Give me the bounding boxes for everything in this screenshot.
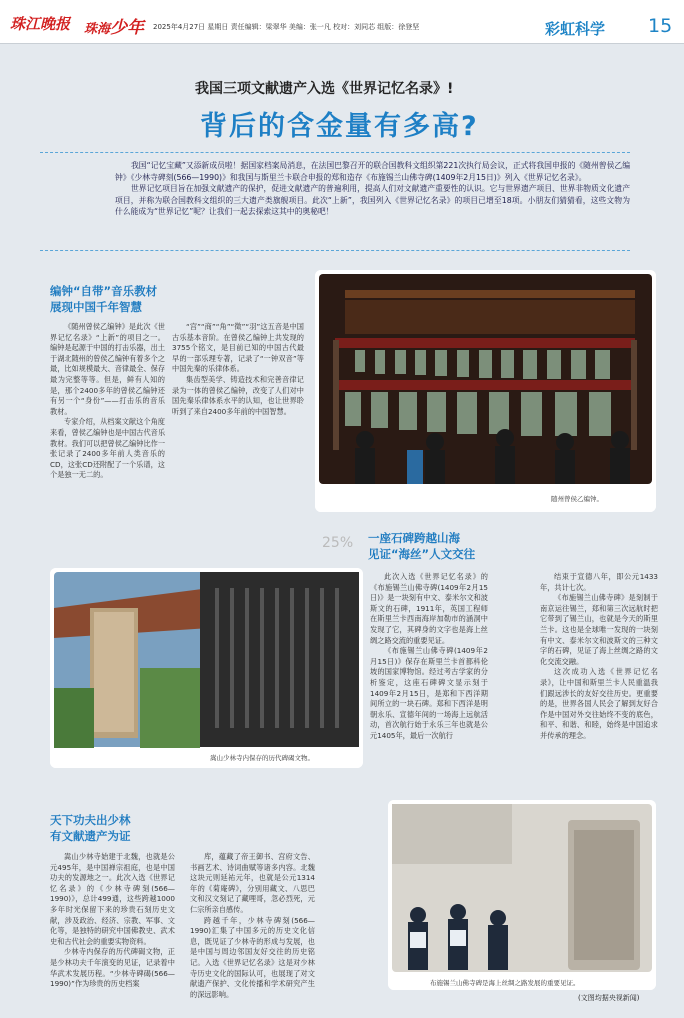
newspaper-logo: 珠江晚报 bbox=[10, 15, 71, 33]
paragraph: 嵩山少林寺始建于北魏，也就是公元495年，是中国禅宗祖庭，也是中国功夫的发源地之一。此次入选《世界记忆名录》的《少林寺碑刻(566—1990)》，总计499通，这些跨越1000多年时光保留下来的珍贵石刻历史文献，涉及政治、经济、宗教、军事、文化等，是独特的研究中国佛教史、武术史和古代社会的重要实物资料。 bbox=[50, 852, 175, 946]
paragraph: 集齿型美学、铸造技术和完善音律记录为一体的曾侯乙编钟，改变了人们对中国先秦乐律体系水平的认知，也让世界聆听到了来自2400多年前的中国智慧。 bbox=[172, 374, 304, 416]
stele-text-col1 bbox=[370, 572, 488, 742]
paragraph: 此次入选《世界记忆名录》的《布施锡兰山佛寺碑(1409年2月15日)》是一块刻有中文、泰米尔文和波斯文的石碑，1911年，英国工程师在斯里兰卡西南海岸加勒市的涵洞中发现了它，其碑身的文字也是海上丝绸之路交流的重要见证。 bbox=[370, 572, 488, 645]
bianzhong-heading-line1: 编钟“自带”音乐教材 bbox=[50, 284, 158, 298]
paragraph: 这次成功入选《世界记忆名录》，让中国和斯里兰卡人民重温我们跟远涉长的友好交往历史。更重要的是，世界各国人民会了解到友好合作是中国对外交往始终不变的底色，和平、和谐、和睦，始终是中国追求并传承的理念。 bbox=[540, 667, 658, 740]
intro-paragraph: 我国“记忆宝藏”又添新成员啦！据国家档案局消息，在法国巴黎召开的联合国教科文组织第221次执行局会议，正式将我国申报的《随州曾侯乙编钟》《少林寺碑刻(566—1990)》和我国与斯里兰卡联合申报的郑和造存《布施锡兰山佛寺碑(1409年2月15日)》列入《世界记忆名录》。 bbox=[115, 161, 630, 182]
paragraph: 专家介绍，从档案文献这个角度来看，曾侯乙编钟也是中国古代音乐教材。我们可以把曾侯乙编钟比作一张记录了2400多年前人类音乐的CD，这张CD还附配了一个乐谱，这个是独一无二的。 bbox=[50, 417, 166, 480]
paragraph: 结束于宣德八年，即公元1433年，共计七次。 bbox=[540, 572, 658, 592]
bianzhong-photo bbox=[315, 270, 656, 512]
shaolin-text-col2 bbox=[190, 852, 315, 1000]
divider-top bbox=[40, 152, 630, 153]
stele-heading-line1: 一座石碑跨越山海 bbox=[368, 531, 460, 545]
paragraph: “宫”“商”“角”“徵”“羽”这五音是中国古乐基本音阶。在曾侯乙编钟上共发现的3755个铭文，是目前已知的中国古代最早的一部乐理专著，记录了“一钟双音”等中国先秦的乐律体系。 bbox=[172, 322, 304, 374]
main-title: 背后的含金量有多高? bbox=[200, 111, 479, 142]
shaolin-stele-photo bbox=[50, 568, 363, 768]
subtitle: 我国三项文献遗产入选《世界记忆名录》! bbox=[195, 81, 454, 97]
page-number: 15 bbox=[648, 15, 673, 37]
paragraph: 《布施锡兰山佛寺碑(1409年2月15日)》保存在斯里兰卡首都科伦坡的国家博物馆。经过考古学家的分析鉴定，这座石碑碑文显示刻于1409年2月15日，是郑和下西洋期间所立的一块石碑。郑和下西洋是明朝永乐、宣德年间的一场海上远航活动，首次航行始于永乐三年也就是公元1405年，最后一次航行 bbox=[370, 646, 488, 740]
edition-meta: 2025年4月27日 星期日 责任编辑：梁翠华 美编：张一凡 校对：刘同芯 组版：徐登坚 bbox=[153, 23, 420, 31]
stele-museum-photo bbox=[388, 800, 656, 990]
bianzhong-text-col1 bbox=[50, 322, 165, 481]
section-name: 彩虹科学 bbox=[545, 20, 606, 38]
shaolin-stele-caption: 嵩山少林寺内保存的历代碑碣文物。 bbox=[210, 754, 314, 762]
supplement-logo bbox=[84, 13, 144, 38]
bianzhong-heading-line2: 展现中国千年智慧 bbox=[50, 300, 142, 314]
paragraph: 《随州曾侯乙编钟》是此次《世界记忆名录》“上新”的项目之一。编钟是起源于中国的打击乐器，出土于湖北随州的曾侯乙编钟有着多个之最，比如规模最大、音律最全、保存最为完整等等。但是，鲜有人知的是，那个2400多年的曾侯乙编钟还有另一个“身份”——打击乐的音乐教材。 bbox=[50, 322, 166, 416]
divider-bottom bbox=[40, 250, 630, 251]
bianzhong-caption: 随州曾侯乙编钟。 bbox=[551, 495, 603, 503]
supplement-logo-b: 少年 bbox=[110, 18, 145, 38]
bianzhong-text-col2 bbox=[172, 322, 304, 417]
shaolin-heading bbox=[50, 812, 131, 844]
paragraph: 《布施锡兰山佛寺碑》是刻制于南京运往锡兰，郑和第三次远航时把它带到了锡兰山，也就是今天的斯里兰卡。这也是全球唯一发现的一块刻有中文、泰米尔文和波斯文的三种文字的石碑，见证了海上丝绸之路的文化交流交融。 bbox=[540, 593, 658, 666]
shaolin-heading-line1: 天下功夫出少林 bbox=[50, 813, 131, 827]
supplement-logo-a: 珠海 bbox=[84, 22, 111, 37]
stele-heading bbox=[368, 530, 475, 562]
shaolin-text-col1 bbox=[50, 852, 175, 990]
masthead bbox=[0, 0, 684, 44]
museum-illustration bbox=[388, 800, 656, 990]
intro-text bbox=[115, 160, 630, 218]
page-overlay-percent: 25% bbox=[322, 535, 354, 551]
stele-text-col2 bbox=[540, 572, 658, 742]
bianzhong-illustration bbox=[315, 270, 656, 512]
paragraph: 少林寺内保存的历代碑碣文物，正是少林功夫千年演变的见证，记录着中华武术发展历程。“少林寺碑碣(566—1990)”作为珍贵的历史档案 bbox=[50, 947, 175, 989]
shaolin-illustration bbox=[50, 568, 363, 768]
photo-credit: (文图均据央视新闻) bbox=[578, 994, 640, 1002]
bianzhong-heading bbox=[50, 283, 157, 315]
intro-paragraph: 世界记忆项目旨在加强文献遗产的保护，促进文献遗产的普遍利用，提高人们对文献遗产重要性的认识。它与世界遗产项目、世界非物质文化遗产项目，并称为联合国教科文组织的三大遗产类旗舰项目。此次“上新”，我国列入《世界记忆名录》的项目已增至18项。小朋友们猜猜看，这些文物为什么能成为“世界记忆”呢？让我们一起去探索这其中的奥秘吧！ bbox=[115, 184, 630, 216]
paragraph: 库，蕴藏了帝王御书、宫府文告、书画艺术、诗词曲赋等诸多内容。北魏这块元则延祐元年，也就是公元1314年的《菊庵碑》，分别用藏文、八思巴文和汉文刻记了藏哩哥，忽必烈死，元仁宗所亲自感传。 bbox=[190, 852, 315, 914]
shaolin-heading-line2: 有文献遗产为证 bbox=[50, 829, 131, 843]
stele-heading-line2: 见证“海丝”人文交往 bbox=[368, 547, 476, 561]
paragraph: 跨越千年，少林寺碑刻(566—1990)汇集了中国多元的历史文化信息，既见证了少林寺的形成与发展，也是中国与周边邻国友好交往的历史铭记。入选《世界记忆名录》这是对少林寺历史文化的国际认可，也展现了对文献遗产保护、文化传播和学术研究产生的深远影响。 bbox=[190, 915, 315, 999]
stele-museum-caption: 布施锡兰山佛寺碑是海上丝绸之路发展的重要见证。 bbox=[430, 979, 580, 987]
